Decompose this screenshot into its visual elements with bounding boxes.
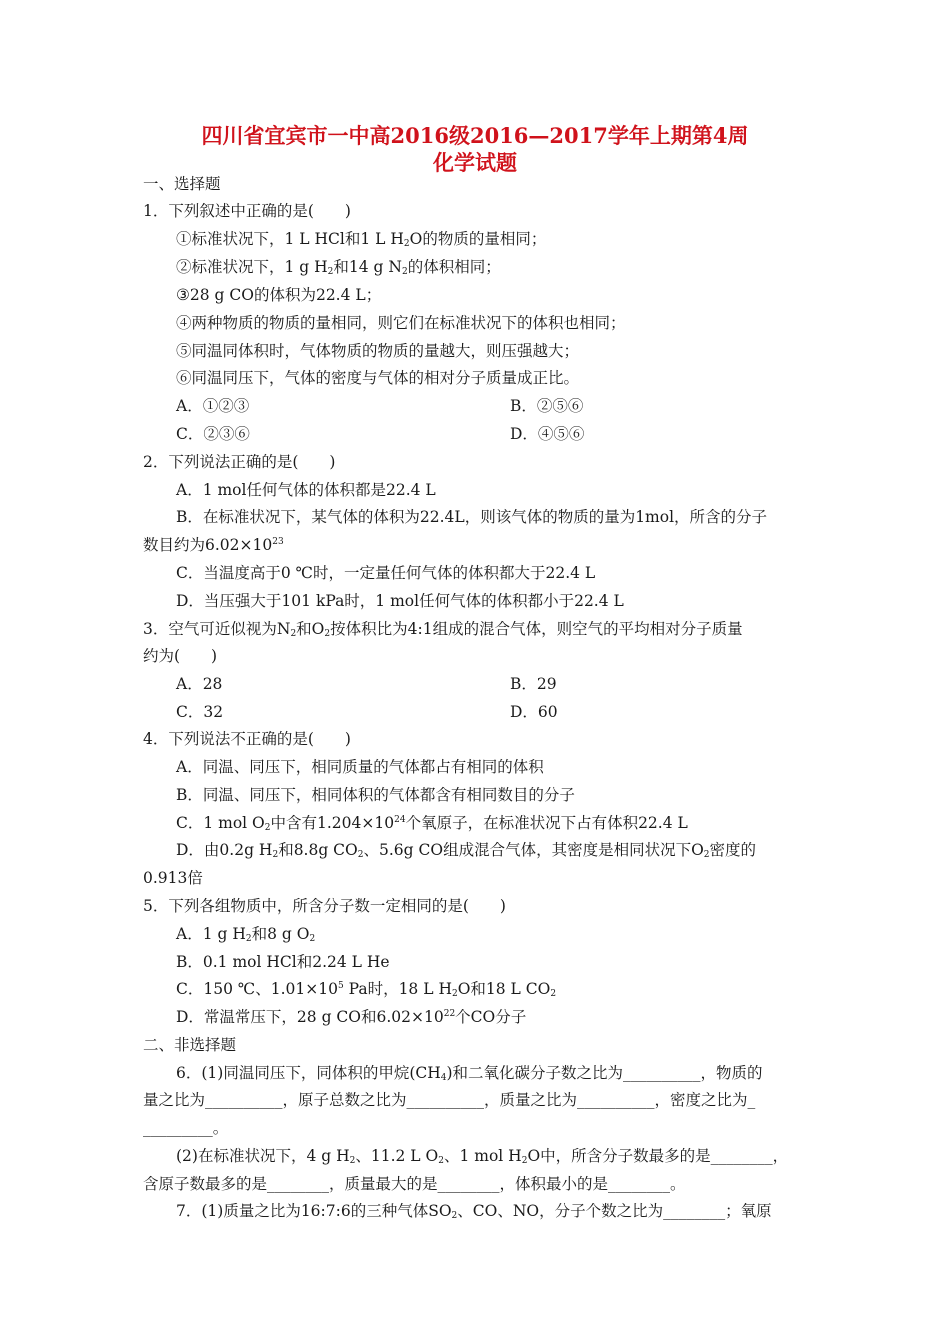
- question-1-statement-4: ④两种物质的物质的量相同，则它们在标准状况下的体积也相同；: [176, 314, 626, 332]
- question-2-option-b-line2: 数目约为$6.02\times 10^{23}$: [143, 536, 284, 554]
- question-2-stem: 2．下列说法正确的是( ): [143, 453, 336, 471]
- question-4-option-d-line2: 0.913倍: [143, 869, 203, 887]
- question-3-option-b: B．29: [510, 675, 557, 693]
- question-5-option-a: A．1 g $H_2$和8 g $O_2$: [176, 925, 316, 944]
- section-heading-non-choice: 二、非选择题: [143, 1036, 237, 1054]
- question-1-stem: 1．下列叙述中正确的是( ): [143, 202, 351, 220]
- question-3-option-c: C．32: [176, 703, 224, 721]
- question-5-option-b: B．0.1 mol HCl和2.24 L He: [176, 953, 390, 971]
- question-1-option-a: A．①②③: [176, 397, 250, 415]
- question-1-option-c: C．②③⑥: [176, 425, 250, 443]
- question-3-stem-line1: 3．空气可近似视为$N_2$和$O_2$按体积比为4:1组成的混合气体，则空气的平均相对分子质量: [143, 620, 743, 639]
- question-1-option-b: B．②⑤⑥: [510, 397, 584, 415]
- question-3-option-a: A．28: [176, 675, 223, 693]
- question-2-option-a: A．1 mol任何气体的体积都是22.4 L: [176, 481, 436, 499]
- question-4-option-b: B．同温、同压下，相同体积的气体都含有相同数目的分子: [176, 786, 575, 804]
- question-6-part2-line2: 含原子数最多的是________，质量最大的是________，体积最小的是________。: [143, 1175, 686, 1193]
- question-1-statement-5: ⑤同温同体积时，气体物质的物质的量越大，则压强越大；: [176, 342, 580, 360]
- question-6-part2-line1: (2)在标准状况下，4 g $H_2$、11.2 L $O_2$、1 mol $H_2O$中，所含分子数最多的是________，: [176, 1147, 789, 1166]
- question-1-statement-6: ⑥同温同压下，气体的密度与气体的相对分子质量成正比。: [176, 369, 580, 387]
- question-4-option-a: A．同温、同压下，相同质量的气体都占有相同的体积: [176, 758, 544, 776]
- question-4-option-c: C．1 mol $O_2$中含有$1.204\times 10^{24}$个氧原子，在标准状况下占有体积22.4 L: [176, 814, 688, 833]
- question-6-line3: _________。: [143, 1119, 229, 1137]
- question-3-stem-line2: 约为( ): [143, 647, 218, 665]
- question-4-option-d-line1: D．由0.2g $H_2$和8.8g $CO_2$、5.6g CO组成混合气体，其密度是相同状况下$O_2$密度的: [176, 841, 757, 860]
- page-title: 四川省宜宾市一中高2016级2016—2017学年上期第4周: [201, 123, 749, 148]
- question-3-option-d: D．60: [510, 703, 558, 721]
- question-5-option-d: D．常温常压下，28 g CO和$6.02\times 10^{22}$个CO分子: [176, 1008, 527, 1026]
- question-2-option-b-line1: B．在标准状况下，某气体的体积为22.4L，则该气体的物质的量为1mol，所含的分子: [176, 508, 768, 526]
- page-subtitle: 化学试题: [433, 150, 517, 175]
- question-5-stem: 5．下列各组物质中，所含分子数一定相同的是( ): [143, 897, 506, 915]
- question-1-option-d: D．④⑤⑥: [510, 425, 585, 443]
- question-1-statement-3: ③28 g CO的体积为22.4 L；: [176, 286, 382, 304]
- section-heading-choice: 一、选择题: [143, 175, 221, 193]
- question-2-option-d: D．当压强大于101 kPa时，1 mol任何气体的体积都小于22.4 L: [176, 592, 624, 610]
- question-6-line1: 6．(1)同温同压下，同体积的甲烷$(CH_4)$和二氧化碳分子数之比为__________，物质的: [176, 1064, 763, 1083]
- question-5-option-c: C．150 ℃、$1.01\times 10^5$ Pa时，18 L $H_2O$和18 L $CO_2$: [176, 980, 557, 999]
- question-2-option-c: C．当温度高于0 ℃时，一定量任何气体的体积都大于22.4 L: [176, 564, 596, 582]
- question-1-statement-1: ①标准状况下，1 L HCl和1 L $H_2O$的物质的量相同；: [176, 230, 547, 249]
- question-6-line2: 量之比为__________，原子总数之比为__________，质量之比为__________，密度之比为_: [143, 1091, 756, 1109]
- question-1-statement-2: ②标准状况下，1 g $H_2$和14 g $N_2$的体积相同；: [176, 258, 501, 277]
- question-7-line1: 7．(1)质量之比为16:7:6的三种气体$SO_2$、CO、NO，分子个数之比为________；氧原: [176, 1202, 772, 1221]
- question-4-stem: 4．下列说法不正确的是( ): [143, 730, 351, 748]
